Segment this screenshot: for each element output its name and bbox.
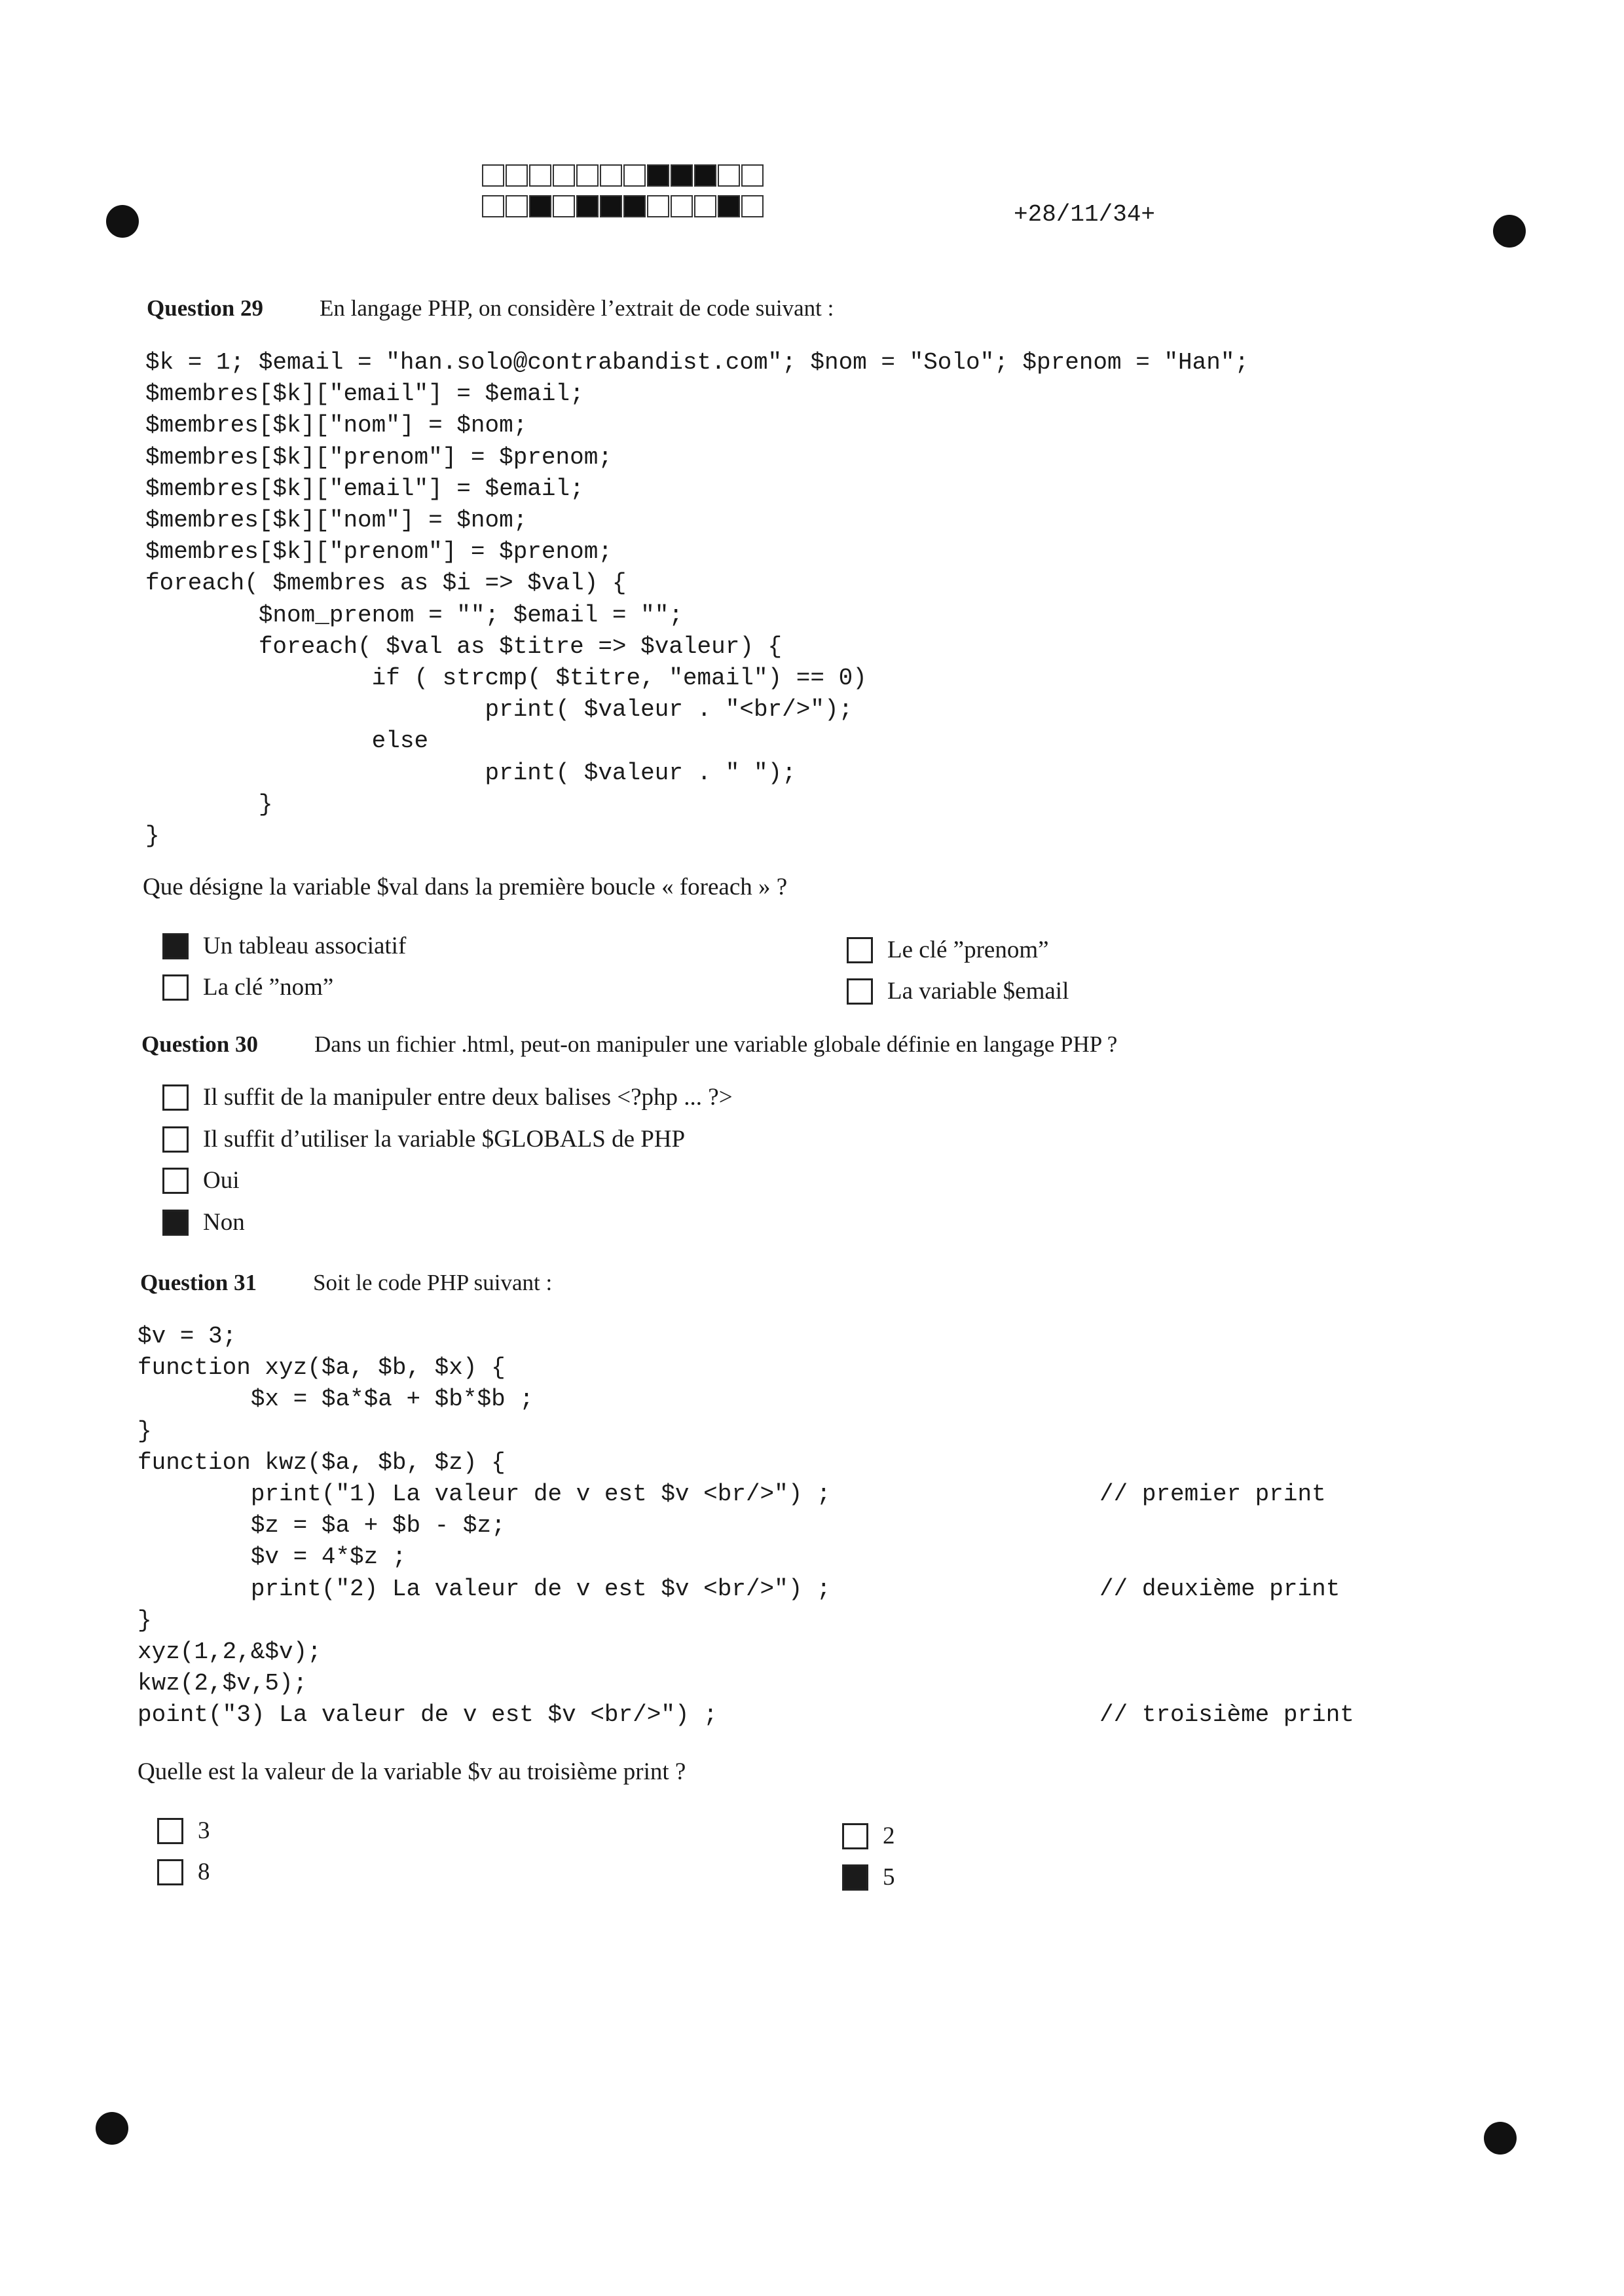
checkbox[interactable] [847, 978, 873, 1005]
code-cell [718, 164, 740, 187]
question-text: Soit le code PHP suivant : [313, 1270, 553, 1295]
checkbox[interactable] [842, 1864, 868, 1891]
checkbox[interactable] [842, 1823, 868, 1849]
option-label: 5 [883, 1864, 895, 1891]
code-cell [529, 164, 551, 187]
question-31-header [140, 1270, 552, 1296]
checkbox[interactable] [847, 937, 873, 963]
code-cell [671, 195, 693, 217]
question-text: Dans un fichier .html, peut-on manipuler une variable globale définie en langage PHP ? [314, 1031, 1118, 1057]
option-label: Oui [203, 1167, 240, 1194]
code-cell [506, 195, 528, 217]
question-29-prompt: Que désigne la variable $val dans la première boucle « foreach » ? [143, 874, 788, 900]
code-block-q29: $k = 1; $email = "han.solo@contrabandist.com"; $nom = "Solo"; $prenom = "Han"; $membres[$k]["email"] = $email; $membres[$k]["nom"] = $nom; $membres[$k]["prenom"] = $prenom; $membres[$k]["email"] = $email; $membres[$k]["nom"] = $nom; $membres[$k]["prenom"] = $prenom; foreach( $membres as $i => $val) { $nom_prenom = ""; $email = ""; foreach( $val as $titre => $valeur) { if ( strcmp( $titre, "email") == 0) print( $valeur . "<br/>"); else print( $valeur . " "); } } [145, 349, 1249, 850]
option-q30-c[interactable] [162, 1166, 240, 1194]
registration-mark-top-left [106, 205, 139, 238]
option-label: La clé ”nom” [203, 974, 334, 1001]
checkbox[interactable] [157, 1859, 183, 1885]
code-cell [718, 195, 740, 217]
checkbox[interactable] [157, 1818, 183, 1844]
option-label: 3 [198, 1817, 210, 1844]
page-code-row-1 [482, 164, 765, 187]
registration-mark-bottom-right [1484, 2122, 1517, 2155]
checkbox[interactable] [162, 1126, 189, 1153]
question-30-header [141, 1031, 1117, 1058]
question-number: Question 29 [147, 295, 263, 321]
option-q31-c[interactable] [842, 1822, 895, 1850]
question-text: En langage PHP, on considère l’extrait de code suivant : [320, 295, 834, 321]
option-label: Un tableau associatif [203, 933, 407, 959]
registration-mark-top-right [1493, 215, 1526, 248]
code-cell [482, 195, 504, 217]
question-number: Question 31 [140, 1270, 257, 1295]
checkbox[interactable] [162, 974, 189, 1001]
option-q29-c[interactable] [847, 936, 1049, 964]
option-q30-d[interactable] [162, 1208, 245, 1236]
code-cell [576, 195, 599, 217]
option-label: La variable $email [887, 978, 1069, 1005]
code-cell [482, 164, 504, 187]
checkbox[interactable] [162, 1084, 189, 1111]
option-q29-b[interactable] [162, 973, 333, 1001]
page-id: +28/11/34+ [1014, 201, 1156, 228]
option-q29-d[interactable] [847, 977, 1069, 1005]
code-cell [647, 164, 669, 187]
code-cell [553, 164, 575, 187]
page-code-row-2 [482, 195, 765, 217]
question-31-prompt: Quelle est la valeur de la variable $v au troisième print ? [138, 1758, 686, 1785]
code-cell [623, 195, 646, 217]
option-label: Le clé ”prenom” [887, 936, 1049, 963]
code-cell [671, 164, 693, 187]
code-cell [529, 195, 551, 217]
checkbox[interactable] [162, 1168, 189, 1194]
code-cell [623, 164, 646, 187]
option-label: 8 [198, 1859, 210, 1885]
code-cell [741, 164, 764, 187]
option-label: Il suffit d’utiliser la variable $GLOBALS de PHP [203, 1126, 686, 1153]
code-block-q31: $v = 3; function xyz($a, $b, $x) { $x = $a*$a + $b*$b ; } function kwz($a, $b, $z) { print("1) La valeur de v est $v <br/>") ; // premier print $z = $a + $b - $z; $v = 4*$z ; print("2) La valeur de v est $v <br/>") ; // deuxième print } xyz(1,2,&$v); kwz(2,$v,5); point("3) La valeur de v est $v <br/>") ; // troisième print [138, 1323, 1354, 1729]
option-label: 2 [883, 1823, 895, 1849]
code-cell [600, 164, 622, 187]
option-q30-a[interactable] [162, 1083, 733, 1111]
option-q31-a[interactable] [157, 1817, 210, 1845]
option-q31-b[interactable] [157, 1858, 210, 1886]
option-label: Non [203, 1209, 245, 1236]
checkbox[interactable] [162, 933, 189, 959]
option-q29-a[interactable] [162, 932, 406, 960]
question-number: Question 30 [141, 1031, 258, 1057]
code-cell [741, 195, 764, 217]
option-q30-b[interactable] [162, 1125, 685, 1153]
code-cell [600, 195, 622, 217]
option-label: Il suffit de la manipuler entre deux balises <?php ... ?> [203, 1084, 733, 1111]
code-cell [576, 164, 599, 187]
option-q31-d[interactable] [842, 1863, 895, 1891]
registration-mark-bottom-left [96, 2112, 128, 2145]
code-cell [694, 164, 716, 187]
code-cell [647, 195, 669, 217]
code-cell [694, 195, 716, 217]
question-29-header [147, 295, 834, 322]
checkbox[interactable] [162, 1210, 189, 1236]
code-cell [506, 164, 528, 187]
code-cell [553, 195, 575, 217]
